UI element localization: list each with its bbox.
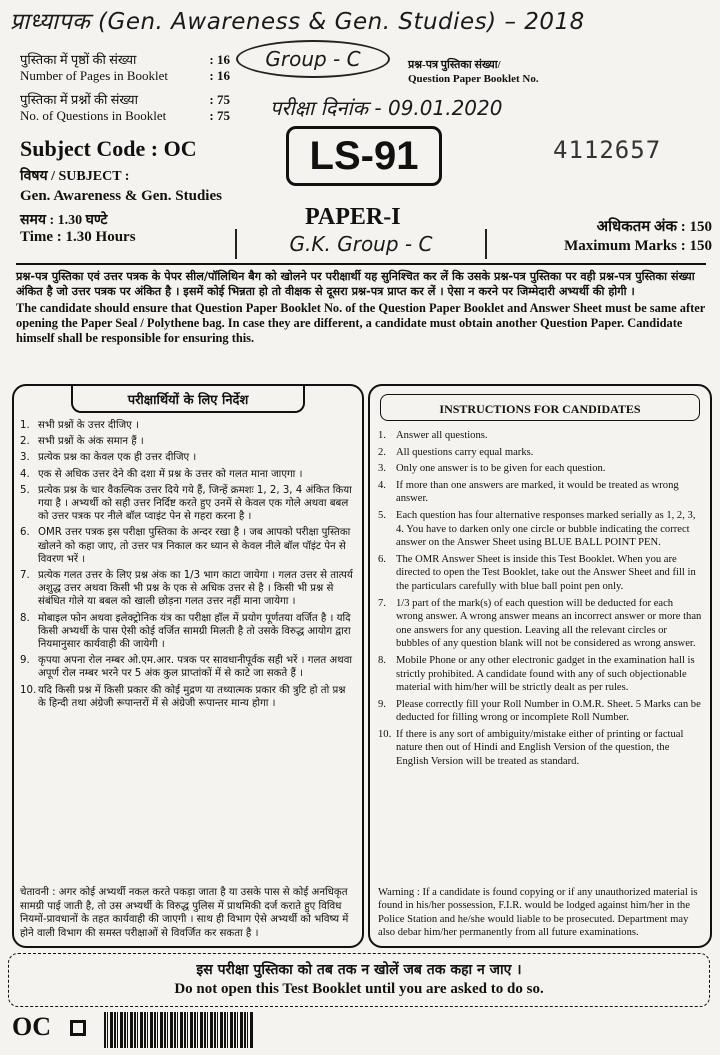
hindi-instructions-panel xyxy=(12,384,364,948)
max-marks-en: Maximum Marks : 150 xyxy=(564,238,712,254)
english-instruction-item-text: Please correctly fill your Roll Number in O.M.R. Sheet. 5 Marks can be deducted for filling wrong or incomplete Roll Number. xyxy=(396,698,701,724)
english-instruction-item xyxy=(378,553,702,594)
english-instruction-item xyxy=(378,462,702,476)
hindi-instruction-item-number: 2. xyxy=(20,436,30,448)
english-instruction-item-number: 9. xyxy=(378,698,386,710)
english-instruction-item-text: If more than one answers are marked, it would be treated as wrong answer. xyxy=(396,479,679,505)
group-top-text: Group - C xyxy=(265,47,361,71)
hindi-instruction-item-number: 7. xyxy=(20,570,30,582)
english-instruction-item-number: 10. xyxy=(378,728,392,740)
hindi-instructions-list xyxy=(14,413,362,710)
pages-value: : 16 xyxy=(209,52,230,67)
group-bottom-text: G.K. Group - C xyxy=(289,232,433,256)
english-instruction-item-text: Only one answer is to be given for each question. xyxy=(396,463,606,475)
questions-label-hi: पुस्तिका में प्रश्नों की संख्या xyxy=(20,92,138,107)
hindi-instruction-item-text: OMR उत्तर पत्रक इस परीक्षा पुस्तिका के अन्दर रखा है । जब आपको परीक्षा पुस्तिका खोलने को कहा जाए, तो उत्तर पत्र निकाल कर ध्यान से केवल नीले बॉल पॉइंट पेन से विवरण भरें । xyxy=(38,527,351,565)
hindi-instruction-item-text: सभी प्रश्नों के अंक समान हैं । xyxy=(38,436,144,448)
hindi-instruction-item xyxy=(20,419,354,432)
booklet-no-label xyxy=(408,58,539,86)
english-panel-title-wrap xyxy=(380,394,700,421)
english-instruction-item-text: If there is any sort of ambiguity/mistake either of printing or factual nature then out of Hindi and English Version of the question, the English Version will be treated as standard. xyxy=(396,728,684,768)
hindi-instruction-item-text: एक से अधिक उत्तर देने की दशा में प्रश्न के उत्तर को गलत माना जाएगा । xyxy=(38,468,303,480)
hindi-instruction-item-number: 3. xyxy=(20,452,30,464)
english-instruction-item-number: 8. xyxy=(378,654,386,666)
hindi-instruction-item xyxy=(20,569,354,609)
questions-label-en: No. of Questions in Booklet xyxy=(20,108,167,123)
hindi-instruction-item-text: प्रत्येक गलत उत्तर के लिए प्रश्न अंक का 1/3 भाग काटा जायेगा । गलत उत्तर से तात्पर्य अशुद्ध उत्तर अथवा किसी भी प्रश्न के एक से अधिक उत्तर से है । किसी भी प्रश्न से संबंधित गोले या बबल को खाली छोड़ना गलत उत्तर नहीं माना जायेगा । xyxy=(38,570,353,608)
hindi-instruction-item-text: प्रत्येक प्रश्न का केवल एक ही उत्तर दीजिए । xyxy=(38,452,197,464)
english-panel-title: INSTRUCTIONS FOR CANDIDATES xyxy=(439,402,641,416)
footer-hi: इस परीक्षा पुस्तिका को तब तक न खोलें जब तक कहा न जाए । xyxy=(196,962,522,978)
hindi-panel-title: परीक्षार्थियों के लिए निर्देश xyxy=(127,393,249,408)
hindi-instruction-item-number: 10. xyxy=(20,684,37,696)
hindi-instruction-item-text: यदि किसी प्रश्न में किसी प्रकार की कोई मुद्रण या तथ्यात्मक प्रकार की त्रुटि हो तो प्रश्न के हिन्दी तथा अंग्रेजी रूपान्तरों में से अंग्रेजी रूपान्तर मान्य होगा । xyxy=(38,684,346,709)
english-instruction-item xyxy=(378,479,702,506)
footer-code: OC xyxy=(12,1012,51,1041)
hindi-instruction-item xyxy=(20,435,354,448)
time-hi: समय : 1.30 घण्टे xyxy=(20,213,108,228)
barcode xyxy=(104,1012,254,1048)
hindi-instruction-item xyxy=(20,484,354,524)
max-marks xyxy=(564,218,712,256)
hindi-instruction-item-text: सभी प्रश्नों के उत्तर दीजिए । xyxy=(38,420,139,431)
english-instruction-item-text: 1/3 part of the mark(s) of each question will be deducted for each wrong answer. A wrong answer means an incorrect answer or more than one answers for any question. Leaving all the relevant circles or bubbles of any question blank will not be considered as wrong answer. xyxy=(396,597,702,650)
hindi-instruction-item-number: 4. xyxy=(20,468,30,480)
english-instruction-item-number: 5. xyxy=(378,509,386,521)
footer-en: Do not open this Test Booklet until you are asked to do so. xyxy=(174,981,544,997)
hindi-warning: चेतावनी : अगर कोई अभ्यर्थी नकल करते पकड़ा जाता है या उसके पास से कोई अनधिकृत सामग्री पाई जाती है, तो उस अभ्यर्थी के विरुद्ध पुलिस में प्राथमिकी दर्ज कराते हुए विविध नियमों-प्रावधानों के तहत कार्यवाही की जाएगी । साथ ही विभाग ऐसे अभ्यर्थी को भविष्य में होने वाली विभाग की समस्त परीक्षाओं से विवर्जित कर सकता है । xyxy=(20,887,349,939)
english-instruction-item xyxy=(378,597,702,651)
paper-title: PAPER-I xyxy=(305,204,401,230)
hindi-instruction-item xyxy=(20,451,354,464)
notice-hi: प्रश्न-पत्र पुस्तिका एवं उत्तर पत्रक के पेपर सील/पॉलिथिन बैग को खोलने पर परीक्षार्थी यह सुनिश्चित कर लें कि उसके प्रश्न-पत्र पुस्तिका पर वही प्रश्न-पत्र पुस्तिका संख्या अंकित है जो उत्तर पत्रक पर अंकित है । इसमें कोई भिन्नता हो तो वीक्षक से दूसरा प्रश्न-पत्र प्राप्त कर लें । ऐसा न करने पर जिम्मेदारी अभ्यर्थी की होगी । xyxy=(16,270,695,298)
footer-code-square xyxy=(70,1020,86,1036)
english-instruction-item-number: 7. xyxy=(378,597,386,609)
hindi-instruction-item-text: कृपया अपना रोल नम्बर ओ.एम.आर. पत्रक पर सावधानीपूर्वक सही भरें । गलत अथवा अपूर्ण रोल नम्बर भरने पर 5 अंक कुल प्राप्तांकों में से काटे जा सकते हैं । xyxy=(38,655,352,680)
notice-en: The candidate should ensure that Question Paper Booklet No. of the Question Paper Booklet and Answer Sheet must be same after opening the Paper Seal / Polythene bag. In case they are different, a candidate must obtain another Question Paper. Candidate himself shall be responsible for ensuring this. xyxy=(16,301,705,345)
hindi-instruction-item xyxy=(20,612,354,652)
english-instruction-item-text: Each question has four alternative responses marked serially as 1, 2, 3, 4. You have to darken only one circle or bubble indicating the correct answer on the Answer Sheet using BLUE BALL POINT PEN. xyxy=(396,509,696,549)
english-instruction-item-number: 1. xyxy=(378,430,386,441)
booklet-number: 4112657 xyxy=(553,136,662,164)
series-stamp xyxy=(286,126,442,186)
english-instructions-panel xyxy=(368,384,712,948)
english-instruction-item-number: 3. xyxy=(378,463,386,475)
english-instruction-item-text: Mobile Phone or any other electronic gadget in the examination hall is strictly prohibited. A candidate found with any of such objectionable material with him/her will be strictly dealt as per rules. xyxy=(396,654,695,694)
questions-block xyxy=(20,92,230,124)
hindi-instruction-item xyxy=(20,468,354,481)
handwritten-group-top xyxy=(236,40,390,78)
pages-label-hi: पुस्तिका में पृष्ठों की संख्या xyxy=(20,52,137,67)
questions-value: : 75 xyxy=(209,92,230,107)
notice-block xyxy=(16,263,706,346)
subject-name: Gen. Awareness & Gen. Studies xyxy=(20,188,222,204)
subject-label: विषय / SUBJECT : xyxy=(20,169,130,184)
hindi-instruction-item xyxy=(20,684,354,710)
english-instruction-item-number: 4. xyxy=(378,479,386,491)
english-instruction-item xyxy=(378,509,702,550)
english-instruction-item xyxy=(378,728,702,769)
pages-value-en: : 16 xyxy=(209,68,230,83)
handwritten-group-bottom xyxy=(235,229,487,259)
hindi-instruction-item-text: प्रत्येक प्रश्न के चार वैकल्पिक उत्तर दिये गये हैं, जिन्हें क्रमशः 1, 2, 3, 4 अंकित किया गया है । अभ्यर्थी को सही उत्तर निर्दिष्ट करते हुए उनमें से केवल एक गोले अथवा बबल को उत्तर पत्रक पर नीले बॉल प्वाइंट पेन से गहरा करना है । xyxy=(38,484,352,523)
series-code: LS-91 xyxy=(309,134,419,178)
hindi-instruction-item xyxy=(20,526,354,566)
handwritten-header: प्राध्यापक (Gen. Awareness & Gen. Studies) – 2018 xyxy=(10,9,585,35)
english-instruction-item xyxy=(378,446,702,460)
hindi-instruction-item-number: 6. xyxy=(20,527,30,539)
pages-block xyxy=(20,52,230,84)
subject-code: Subject Code : OC xyxy=(20,136,197,161)
hindi-instruction-item-number: 5. xyxy=(20,484,30,496)
handwritten-exam-date: परीक्षा दिनांक - 09.01.2020 xyxy=(270,96,503,120)
booklet-no-hi: प्रश्न-पत्र पुस्तिका संख्या/ xyxy=(408,59,501,71)
english-instruction-item xyxy=(378,698,702,725)
hindi-instruction-item-number: 8. xyxy=(20,612,30,624)
english-instructions-list xyxy=(370,421,710,769)
hindi-instruction-item-number: 9. xyxy=(20,655,30,667)
hindi-instruction-item-text: मोबाइल फोन अथवा इलेक्ट्रोनिक यंत्र का परीक्षा हॉल में प्रयोग पूर्णतया वर्जित है । यदि किसी अभ्यर्थी के पास ऐसी कोई वर्जित सामग्री मिलती है तो उसके विरुद्ध आयोग द्वारा नियमानुसार कार्यवाही की जायेगी । xyxy=(38,612,351,651)
english-instruction-item xyxy=(378,429,702,443)
hindi-instruction-item xyxy=(20,654,354,680)
english-warning: Warning : If a candidate is found copying or if any unauthorized material is found in his/her possession, F.I.R. would be lodged against him/her in the Police Station and he/she would liable to be prosecuted. Department may also debar him/her permanently from all future examinations. xyxy=(378,886,698,939)
hindi-instruction-item-number: 1. xyxy=(20,420,30,431)
footer-warning-box xyxy=(8,953,710,1007)
english-instruction-item-text: All questions carry equal marks. xyxy=(396,446,534,458)
pages-label-en: Number of Pages in Booklet xyxy=(20,68,169,83)
max-marks-hi: अधिकतम अंक : 150 xyxy=(596,219,712,235)
english-instruction-item-number: 6. xyxy=(378,553,386,565)
time-en: Time : 1.30 Hours xyxy=(20,229,136,245)
english-instruction-item-number: 2. xyxy=(378,446,386,458)
english-instruction-item-text: Answer all questions. xyxy=(396,430,488,441)
hindi-panel-title-wrap xyxy=(71,386,305,413)
booklet-no-en: Question Paper Booklet No. xyxy=(408,73,539,85)
english-instruction-item-text: The OMR Answer Sheet is inside this Test Booklet. When you are directed to open the Test Booklet, take out the Answer Sheet and fill in the particulars carefully with blue ball point pen only. xyxy=(396,553,696,592)
english-instruction-item xyxy=(378,654,702,695)
questions-value-en: : 75 xyxy=(209,108,230,123)
